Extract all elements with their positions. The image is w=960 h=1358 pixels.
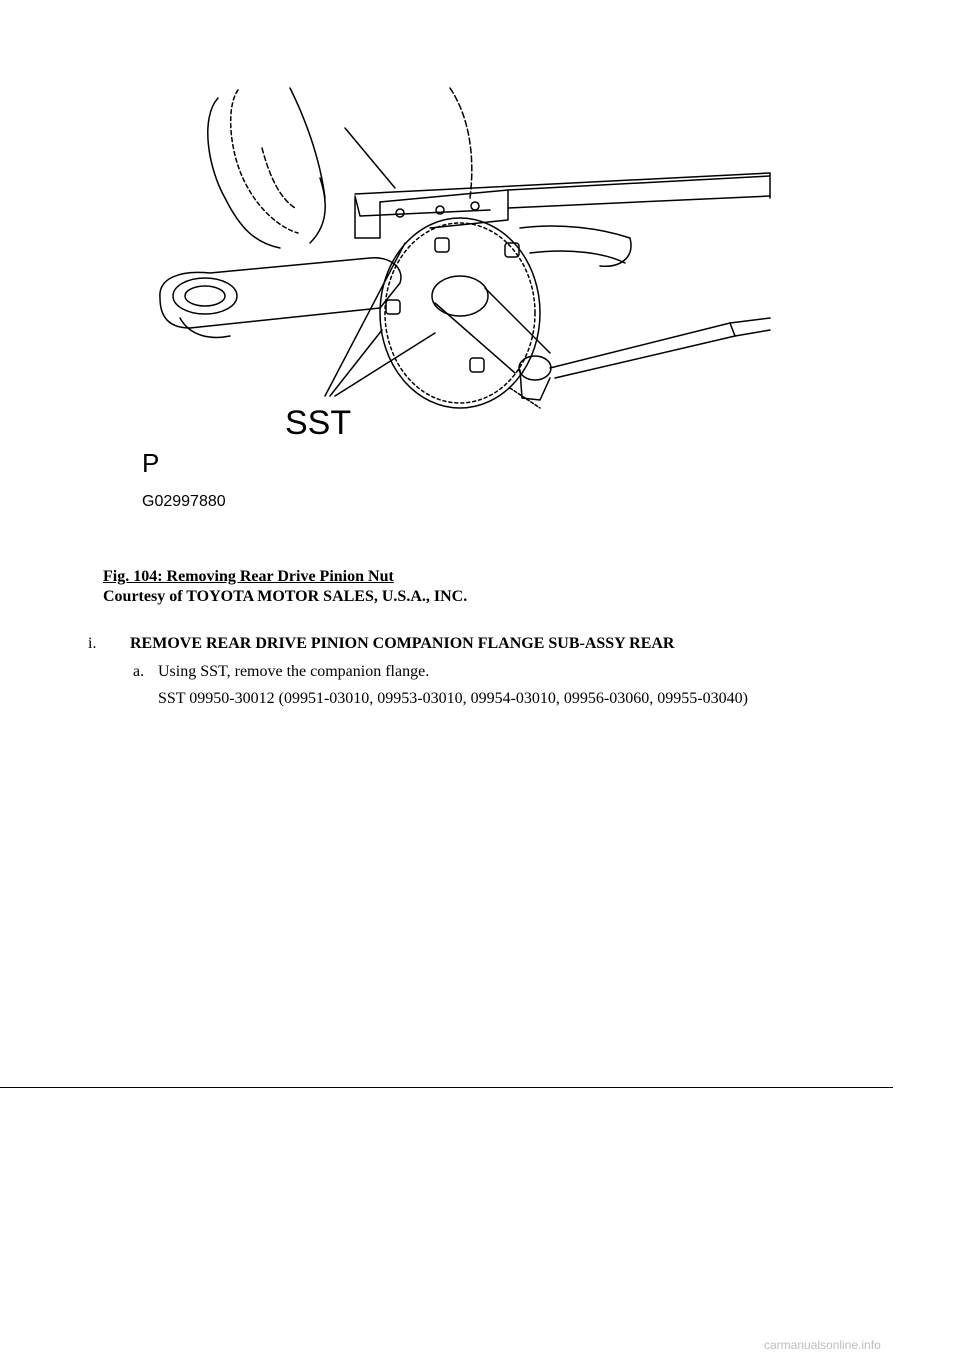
figure-caption [103,567,467,607]
watermark: carmanualsonline.info [764,1338,881,1352]
sst-tool-list: SST 09950-30012 (09951-03010, 09953-03010, 09954-03010, 09956-03060, 09955-03040) [158,690,748,707]
procedure-step [88,634,674,654]
sst-label: SST [285,404,352,442]
step-heading: REMOVE REAR DRIVE PINION COMPANION FLANGE SUB-ASSY REAR [130,635,675,652]
substep-text: Using SST, remove the companion flange. [158,663,430,680]
p-label: P [142,448,160,478]
illustration-figure [130,78,780,518]
figure-title: Fig. 104: Removing Rear Drive Pinion Nut [103,568,394,585]
step-marker: i. [88,635,97,652]
pinion-nut-removal-illustration [130,78,780,518]
figure-courtesy: Courtesy of TOYOTA MOTOR SALES, U.S.A., INC. [103,588,468,605]
substep-marker: a. [133,663,145,680]
figure-code-label: G02997880 [142,493,226,510]
page-divider [0,1087,893,1088]
procedure-substep [133,662,429,682]
